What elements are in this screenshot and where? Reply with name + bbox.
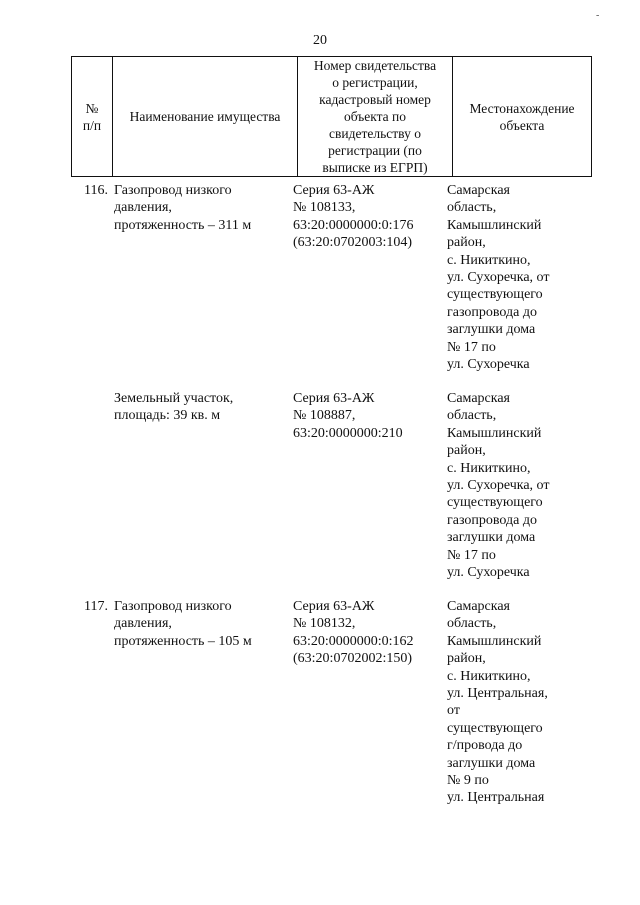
registration-line: 63:20:0000000:210 (293, 425, 403, 441)
location-line: ул. Сухоречка (447, 357, 530, 373)
table-header-row (72, 57, 592, 177)
property-name-line: площадь: 39 кв. м (114, 408, 221, 424)
location-line: район, (447, 443, 486, 459)
location-line: ул. Центральная, (447, 686, 548, 702)
registration-line: № 108132, (293, 616, 356, 632)
property-name-line: Газопровод низкого (114, 183, 232, 198)
property-name-line: протяженность – 105 м (114, 633, 252, 649)
location-line: Камышлинский (447, 217, 542, 233)
location-cell (447, 390, 571, 581)
registration-cell (293, 390, 443, 442)
location-line: Самарская (447, 183, 510, 198)
header-location-cell (453, 57, 592, 177)
header-registration-line: кадастровый номер (319, 92, 431, 107)
header-name-line: Наименование имущества (129, 109, 281, 124)
location-line: Камышлинский (447, 425, 542, 441)
location-line: ул. Центральная (447, 790, 545, 806)
registration-cell (293, 182, 443, 252)
location-line: заглушки дома (447, 322, 536, 338)
table-header (71, 56, 592, 177)
location-line: заглушки дома (447, 530, 536, 546)
property-name-line: Газопровод низкого (114, 599, 232, 614)
property-name-cell (114, 390, 284, 425)
location-line: существующего (447, 287, 543, 303)
location-line: район, (447, 651, 486, 667)
row-number: 116. (84, 183, 108, 198)
header-num-cell (72, 57, 113, 177)
property-name-cell (114, 182, 284, 234)
location-line: ул. Сухоречка (447, 565, 530, 581)
registration-line: 63:20:0000000:0:176 (293, 217, 414, 233)
header-num-line: п/п (82, 117, 102, 133)
registration-line: Серия 63-АЖ (293, 391, 375, 406)
location-line: существующего (447, 495, 543, 511)
location-line: газопровода до (447, 512, 537, 528)
location-line: г/провода до (447, 738, 523, 754)
location-cell (447, 598, 571, 807)
location-line: с. Никиткино, (447, 252, 531, 268)
location-line: газопровода до (447, 304, 537, 320)
registration-line: 63:20:0000000:0:162 (293, 633, 414, 649)
property-name-line: протяженность – 311 м (114, 217, 252, 233)
registration-line: № 108887, (293, 408, 356, 424)
location-line: с. Никиткино, (447, 460, 531, 476)
row-number: 117. (84, 599, 108, 614)
location-line: заглушки дома (447, 755, 536, 771)
registration-line: Серия 63-АЖ (293, 599, 375, 614)
location-line: район, (447, 235, 486, 251)
corner-mark: - (596, 10, 600, 21)
location-line: Самарская (447, 391, 510, 406)
header-registration-line: свидетельству о (329, 126, 421, 141)
location-line: № 17 по (447, 339, 496, 355)
location-line: существующего (447, 720, 543, 736)
registration-cell (293, 598, 443, 668)
registration-line: Серия 63-АЖ (293, 183, 375, 198)
header-registration-line: регистрации (по (328, 143, 422, 158)
header-registration-line: выписке из ЕГРП) (322, 160, 428, 175)
property-name-line: давления, (114, 200, 172, 216)
location-line: Самарская (447, 599, 510, 614)
location-line: область, (447, 200, 497, 216)
property-name-line: Земельный участок, (114, 391, 234, 406)
location-line: № 17 по (447, 547, 496, 563)
header-registration-line: объекта по (343, 109, 407, 124)
header-num-line: № (85, 100, 99, 116)
location-line: ул. Сухоречка, от (447, 478, 550, 494)
header-location-line: объекта (499, 117, 545, 133)
registration-line: (63:20:0702003:104) (293, 235, 412, 251)
registration-line: № 108133, (293, 200, 356, 216)
location-line: с. Никиткино, (447, 668, 531, 684)
header-registration-line: о регистрации, (332, 75, 418, 90)
header-name-cell (113, 57, 298, 177)
header-location-line: Местонахождение (469, 100, 575, 116)
header-registration-line: Номер свидетельства (313, 58, 437, 73)
location-line: Камышлинский (447, 633, 542, 649)
location-line: область, (447, 408, 497, 424)
registration-line: (63:20:0702002:150) (293, 651, 412, 667)
location-line: область, (447, 616, 497, 632)
location-line: от (447, 703, 460, 719)
property-name-cell (114, 598, 284, 650)
location-line: № 9 по (447, 773, 489, 789)
property-name-line: давления, (114, 616, 172, 632)
location-cell (447, 182, 571, 373)
page-number: 20 (313, 33, 327, 48)
header-registration-cell (298, 57, 453, 177)
location-line: ул. Сухоречка, от (447, 270, 550, 286)
